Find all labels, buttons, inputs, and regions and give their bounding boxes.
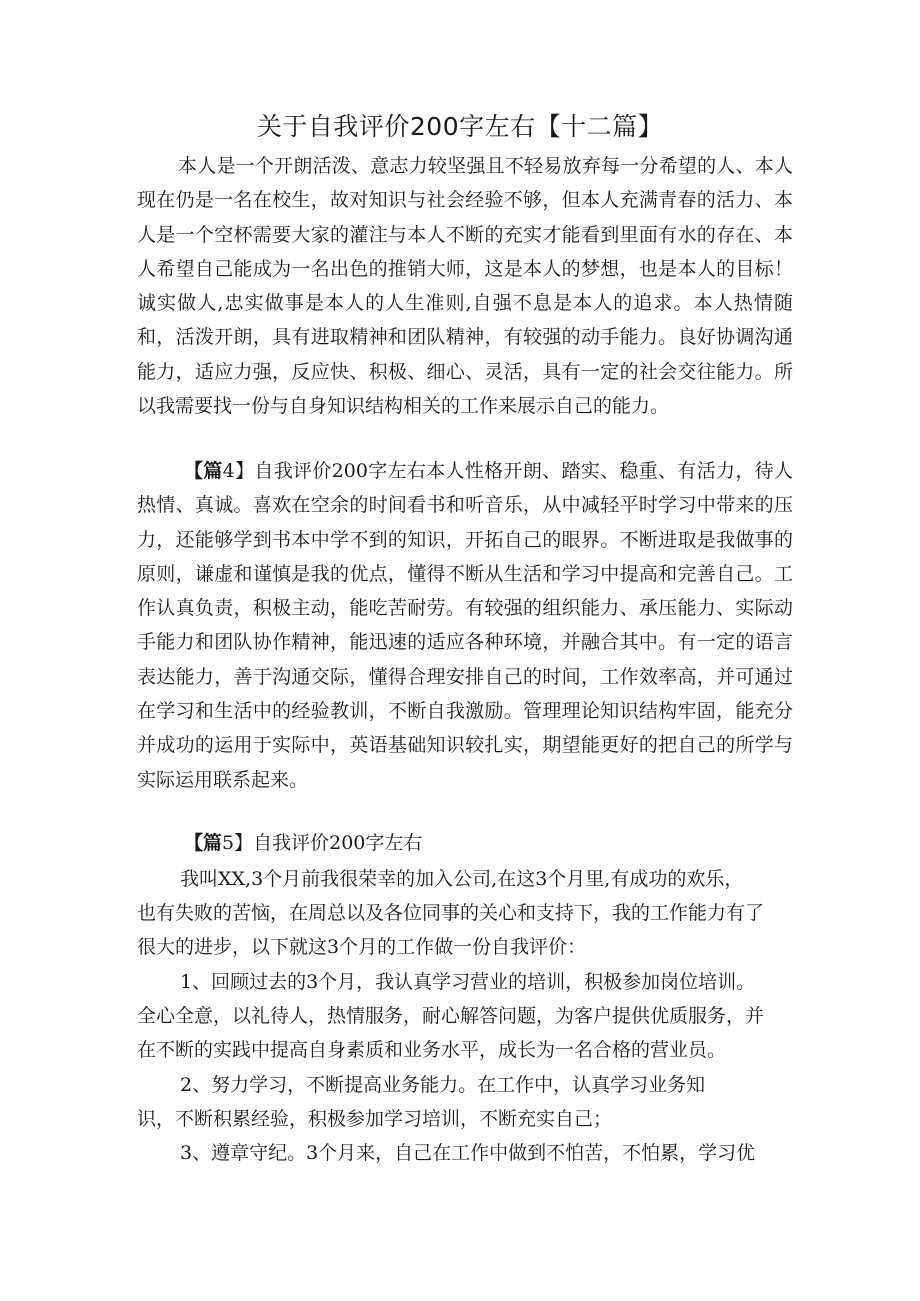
pian-4-label-bold: 篇 (203, 460, 223, 482)
pian-4-text: 自我评价200字左右本人性格开朗、踏实、稳重、有活力，待人热情、真诚。喜欢在空余的时间看书和听音乐，从中减轻平时学习中带来的压力，还能够学到书本中学不到的知识，开拓自己的眼界。不断进取是我做事的原则，谦虚和谨慎是我的优点，懂得不断从生活和学习中提高和完善自己。工作认真负责，积极主动，能吃苦耐劳。有较强的组织能力、承压能力、实际动手能力和团队协作精神，能迅速的适应各种环境，并融合其中。有一定的语言表达能力，善于沟通交际，懂得合理安排自己的时间，工作效率高，并可通过在学习和生活中的经验教训，不断自我激励。管理理论知识结构牢固，能充分并成功的运用于实际中，英语基础知识较扎实，期望能更好的把自己的所学与实际运用联系起来。 (137, 460, 793, 791)
pian-4-label-num: 4】 (222, 460, 255, 482)
pian-5-label-bold: 篇 (203, 832, 223, 854)
paragraph-intro-text: 本人是一个开朗活泼、意志力较坚强且不轻易放弃每一分希望的人、本人现在仍是一名在校生，故对知识与社会经验不够，但本人充满青春的活力、本人是一个空杯需要大家的灌注与本人不断的充实才能看到里面有水的存在、本人希望自己能成为一名出色的推销大师，这是本人的梦想，也是本人的目标！诚实做人,忠实做事是本人的人生准则,自强不息是本人的追求。本人热情随和，活泼开朗，具有进取精神和团队精神，有较强的动手能力。良好协调沟通能力，适应力强，反应快、积极、细心、灵活，具有一定的社会交往能力。所以我需要找一份与自身知识结构相关的工作来展示自己的能力。 (137, 155, 793, 418)
pian-5-line-1: 我叫XX,3个月前我很荣幸的加入公司,在这3个月里,有成功的欢乐， (180, 868, 744, 890)
pian-5-line-3: 很大的进步，以下就这3个月的工作做一份自我评价： (137, 936, 587, 958)
document-title: 关于自我评价200字左右【十二篇】 (256, 112, 664, 141)
pian-5-line-9: 3、遵章守纪。3个月来，自己在工作中做到不怕苦，不怕累，学习优 (180, 1142, 756, 1164)
paragraph-pian-4 (137, 454, 793, 797)
pian-5-heading-text: 自我评价200字左右 (253, 832, 423, 854)
pian-5-line-8: 识，不断积累经验，积极参加学习培训，不断充实自己； (137, 1108, 613, 1130)
paragraph-intro (137, 149, 793, 423)
pian-5-label-open: 【 (184, 832, 204, 854)
paragraph-pian-4-body (137, 454, 793, 797)
pian-5-line-4: 1、回顾过去的3个月，我认真学习营业的培训，积极参加岗位培训。 (180, 971, 756, 993)
paragraph-pian-5-heading (137, 826, 793, 860)
pian-5-line-2: 也有失败的苦恼，在周总以及各位同事的关心和支持下，我的工作能力有了 (137, 902, 765, 924)
pian-5-line-6: 在不断的实践中提高自身素质和业务水平，成长为一名合格的营业员。 (137, 1039, 727, 1061)
pian-5-heading-line (137, 826, 793, 860)
pian-5-line-5: 全心全意，以礼待人，热情服务，耐心解答问题，为客户提供优质服务，并 (137, 1005, 765, 1027)
pian-5-line-7: 2、努力学习，不断提高业务能力。在工作中，认真学习业务知 (180, 1074, 706, 1096)
pian-4-label-open: 【 (184, 460, 204, 482)
pian-5-label-num: 5】 (222, 832, 254, 854)
